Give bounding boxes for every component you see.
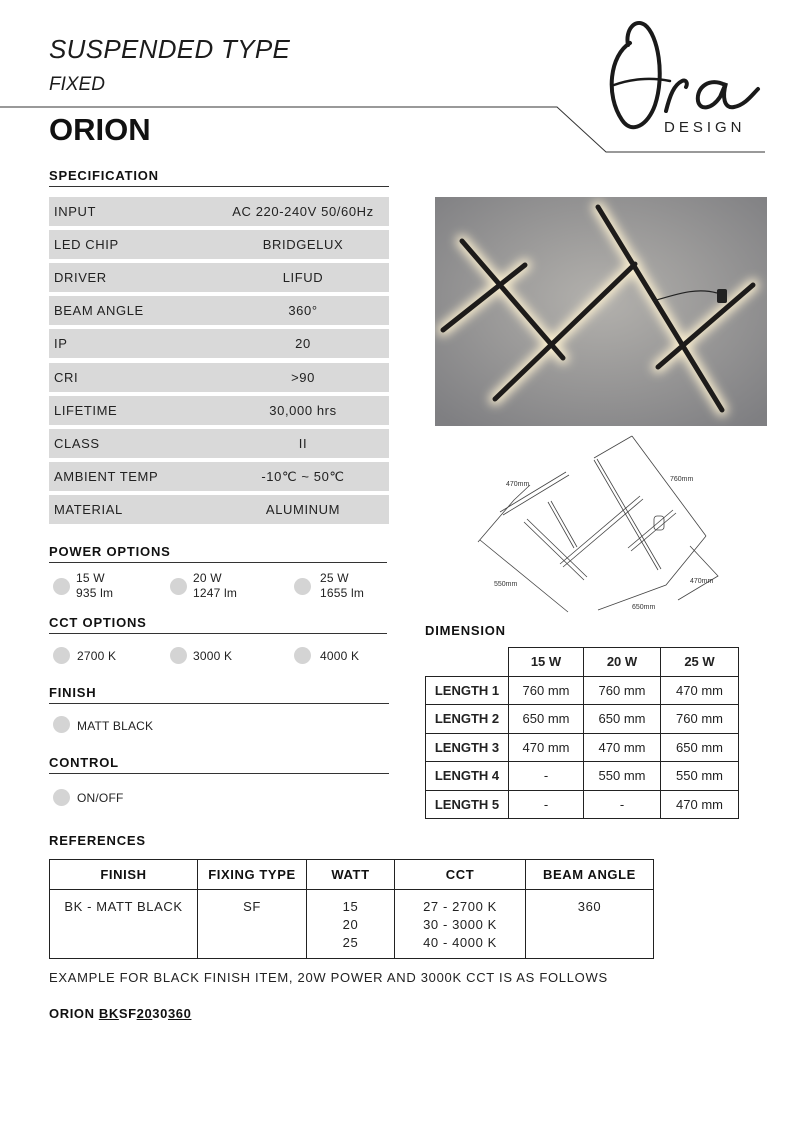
table-cell <box>426 648 509 677</box>
specification-rule <box>49 186 389 187</box>
column-header: 20 W <box>584 648 661 677</box>
power-option-20w-radio[interactable] <box>170 578 187 595</box>
spec-value: AC 220-240V 50/60Hz <box>232 204 374 219</box>
power-watt: 20 W <box>193 571 222 585</box>
drawing-label-bottom: 650mm <box>632 604 656 611</box>
table-cell: - <box>584 790 661 819</box>
product-photo <box>435 197 767 426</box>
example-note: EXAMPLE FOR BLACK FINISH ITEM, 20W POWER AND 3000K CCT IS AS FOLLOWS <box>49 970 608 985</box>
table-cell: 470 mm <box>661 790 739 819</box>
references-table <box>49 859 654 959</box>
cct-option-4000k-radio[interactable] <box>294 647 311 664</box>
code-watt: 20 <box>136 1006 153 1021</box>
ref-cct-value: 30 - 3000 K <box>423 917 497 932</box>
spec-label: LIFETIME <box>54 403 118 418</box>
column-header: FINISH <box>50 860 198 890</box>
cct-option-2700k-radio[interactable] <box>53 647 70 664</box>
product-type: SUSPENDED TYPE <box>49 34 291 64</box>
column-header: FIXING TYPE <box>198 860 307 890</box>
spec-label: INPUT <box>54 204 96 219</box>
spec-value: 20 <box>295 336 311 351</box>
column-header: 15 W <box>509 648 584 677</box>
cct-options-rule <box>49 633 387 634</box>
table-row <box>50 860 654 890</box>
specification-heading: SPECIFICATION <box>49 168 159 183</box>
spec-value: >90 <box>291 370 315 385</box>
power-option-25w <box>320 571 364 601</box>
table-cell: - <box>509 762 584 791</box>
product-subtype: FIXED <box>49 74 105 95</box>
spec-row-cri <box>49 363 389 392</box>
product-photo-art <box>435 197 767 426</box>
example-product-code <box>49 1006 191 1021</box>
cct-option-label: 4000 K <box>320 649 360 663</box>
finish-matt-black-radio[interactable] <box>53 716 70 733</box>
spec-row-led-chip <box>49 230 389 259</box>
table-cell: 550 mm <box>661 762 739 791</box>
cct-options-heading: CCT OPTIONS <box>49 615 147 630</box>
control-heading: CONTROL <box>49 755 119 770</box>
spec-value: BRIDGELUX <box>262 237 344 252</box>
dimension-heading: DIMENSION <box>425 623 506 638</box>
table-cell: 650 mm <box>661 733 739 762</box>
power-options-rule <box>49 562 387 563</box>
ref-watt-value: 15 <box>342 899 359 914</box>
cct-option-label: 2700 K <box>77 649 117 663</box>
spec-label: DRIVER <box>54 270 107 285</box>
finish-rule <box>49 703 389 704</box>
table-cell: 760 mm <box>509 676 584 705</box>
power-option-15w-radio[interactable] <box>53 578 70 595</box>
spec-label: BEAM ANGLE <box>54 303 144 318</box>
table-cell: 650 mm <box>584 705 661 734</box>
spec-row-driver <box>49 263 389 292</box>
table-cell: 470 mm <box>661 676 739 705</box>
spec-row-ip <box>49 329 389 358</box>
references-heading: REFERENCES <box>49 833 146 848</box>
spec-row-lifetime <box>49 396 389 425</box>
logo-wordmark: DESIGN <box>664 119 746 136</box>
cct-option-label: 3000 K <box>193 649 233 663</box>
table-cell: - <box>509 790 584 819</box>
code-beam: 360 <box>167 1006 192 1021</box>
power-option-20w <box>193 571 237 601</box>
control-on-off-radio[interactable] <box>53 789 70 806</box>
column-header: CCT <box>395 860 526 890</box>
spec-value: ALUMINUM <box>265 502 341 517</box>
spec-row-beam-angle <box>49 296 389 325</box>
spec-label: AMBIENT TEMP <box>54 469 159 484</box>
drawing-label-right: 470mm <box>690 578 714 585</box>
column-header: 25 W <box>661 648 739 677</box>
column-header: BEAM ANGLE <box>526 860 654 890</box>
ref-beam-angle-cell: 360 <box>526 890 654 959</box>
row-header: LENGTH 5 <box>426 790 509 819</box>
table-cell: 650 mm <box>509 705 584 734</box>
ref-fixing-type-cell: SF <box>198 890 307 959</box>
spec-label: IP <box>54 336 68 351</box>
spec-label: LED CHIP <box>54 237 119 252</box>
spec-value: II <box>298 436 308 451</box>
power-watt: 15 W <box>76 571 105 585</box>
code-cct: 30 <box>152 1006 168 1021</box>
ref-cct-value: 27 - 2700 K <box>423 899 497 914</box>
table-row <box>50 890 654 959</box>
code-prefix: ORION <box>49 1006 99 1021</box>
power-lumen: 935 lm <box>76 586 114 600</box>
spec-label: MATERIAL <box>54 502 123 517</box>
drawing-label-top-left: 470mm <box>506 481 530 488</box>
code-fixing: SF <box>118 1006 137 1021</box>
table-row <box>426 790 739 819</box>
power-watt: 25 W <box>320 571 349 585</box>
spec-row-input <box>49 197 389 226</box>
row-header: LENGTH 1 <box>426 676 509 705</box>
spec-label: CRI <box>54 370 79 385</box>
drawing-label-top-right: 760mm <box>670 476 694 483</box>
spec-value: 30,000 hrs <box>269 403 337 418</box>
spec-row-ambient-temp <box>49 462 389 491</box>
control-rule <box>49 773 389 774</box>
spec-value: 360° <box>288 303 318 318</box>
dimension-drawing <box>470 430 770 630</box>
row-header: LENGTH 3 <box>426 733 509 762</box>
spec-label: CLASS <box>54 436 100 451</box>
spec-value: LIFUD <box>282 270 324 285</box>
drawing-label-left: 550mm <box>494 581 518 588</box>
table-cell: 760 mm <box>584 676 661 705</box>
row-header: LENGTH 2 <box>426 705 509 734</box>
ref-watt-cell <box>307 890 395 959</box>
ref-cct-value: 40 - 4000 K <box>423 935 497 950</box>
table-row <box>426 676 739 705</box>
row-header: LENGTH 4 <box>426 762 509 791</box>
table-row <box>426 762 739 791</box>
table-row <box>426 648 739 677</box>
table-cell: 760 mm <box>661 705 739 734</box>
power-lumen: 1655 lm <box>320 586 365 600</box>
product-name: ORION <box>49 112 151 147</box>
finish-heading: FINISH <box>49 685 97 700</box>
power-option-25w-radio[interactable] <box>294 578 311 595</box>
dimension-table <box>425 647 739 819</box>
code-finish: BK <box>98 1006 119 1021</box>
table-cell: 550 mm <box>584 762 661 791</box>
table-cell: 470 mm <box>509 733 584 762</box>
finish-option-label: MATT BLACK <box>77 719 154 733</box>
control-option-label: ON/OFF <box>77 791 124 805</box>
spec-value: -10℃ ~ 50℃ <box>261 469 345 484</box>
spec-row-class <box>49 429 389 458</box>
table-row <box>426 733 739 762</box>
ref-cct-cell <box>395 890 526 959</box>
table-cell: 470 mm <box>584 733 661 762</box>
spec-row-material <box>49 495 389 524</box>
column-header: WATT <box>307 860 395 890</box>
table-row <box>426 705 739 734</box>
ref-finish-cell: BK - MATT BLACK <box>50 890 198 959</box>
power-option-15w <box>76 571 113 601</box>
cct-option-3000k-radio[interactable] <box>170 647 187 664</box>
power-lumen: 1247 lm <box>193 586 238 600</box>
power-options-heading: POWER OPTIONS <box>49 544 171 559</box>
ref-watt-value: 25 <box>342 935 359 950</box>
ref-watt-value: 20 <box>342 917 359 932</box>
